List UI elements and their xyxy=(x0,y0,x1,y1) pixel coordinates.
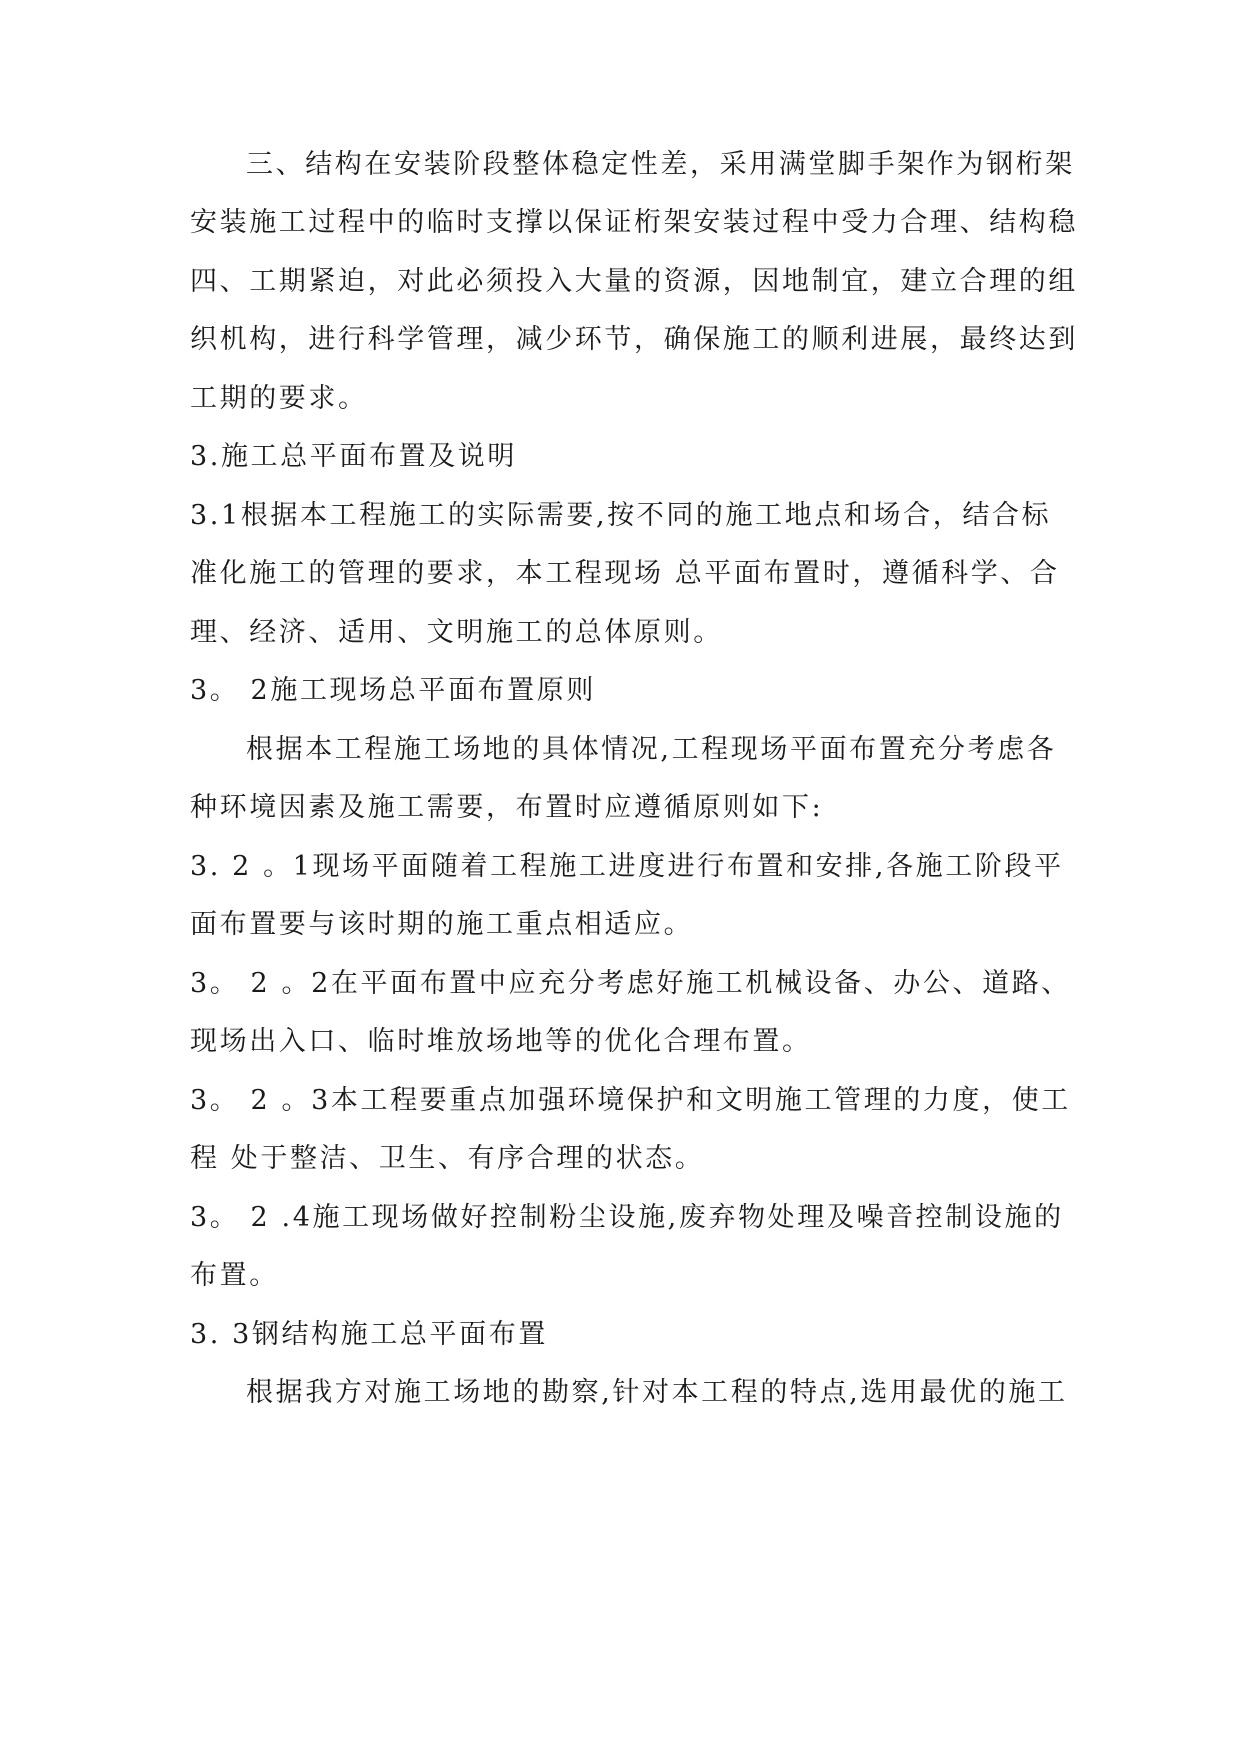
text-line: 织机构，进行科学管理，减少环节，确保施工的顺利进展，最终达到 xyxy=(190,324,1078,355)
text-line: 根据我方对施工场地的勘察,针对本工程的特点,选用最优的施工 xyxy=(246,1377,1068,1408)
section-heading: 3. 3钢结构施工总平面布置 xyxy=(190,1319,548,1350)
text-line: 布置。 xyxy=(190,1260,279,1291)
text-line: 程 处于整洁、卫生、有序合理的状态。 xyxy=(190,1143,705,1174)
text-line: 3. 2 。1现场平面随着工程施工进度进行布置和安排,各施工阶段平 xyxy=(190,851,1064,882)
text-line: 准化施工的管理的要求，本工程现场 总平面布置时，遵循科学、合 xyxy=(190,558,1060,589)
text-line: 3。 2 。3本工程要重点加强环境保护和文明施工管理的力度，使工 xyxy=(190,1085,1071,1116)
text-line: 理、经济、适用、文明施工的总体原则。 xyxy=(190,617,723,648)
text-line: 面布置要与该时期的施工重点相适应。 xyxy=(190,909,694,940)
text-line: 3。 2 .4施工现场做好控制粉尘设施,废弃物处理及噪音控制设施的 xyxy=(190,1202,1064,1233)
text-line: 安装施工过程中的临时支撑以保证桁架安装过程中受力合理、结构稳 xyxy=(190,207,1078,238)
text-line: 四、工期紧迫，对此必须投入大量的资源，因地制宜，建立合理的组 xyxy=(190,266,1078,297)
text-line: 3.1根据本工程施工的实际需要,按不同的施工地点和场合，结合标 xyxy=(190,500,1052,531)
text-line: 三、结构在安装阶段整体稳定性差，采用满堂脚手架作为钢桁架 xyxy=(246,149,1075,180)
text-line: 根据本工程施工场地的具体情况,工程现场平面布置充分考虑各 xyxy=(246,734,1057,765)
text-line: 现场出入口、临时堆放场地等的优化合理布置。 xyxy=(190,1026,812,1057)
text-line: 工期的要求。 xyxy=(190,383,368,414)
text-line: 种环境因素及施工需要，布置时应遵循原则如下: xyxy=(190,792,824,823)
text-line: 3。 2 。2在平面布置中应充分考虑好施工机械设备、办公、道路、 xyxy=(190,968,1071,999)
section-heading: 3。 2施工现场总平面布置原则 xyxy=(190,675,596,706)
section-heading: 3.施工总平面布置及说明 xyxy=(190,441,517,472)
